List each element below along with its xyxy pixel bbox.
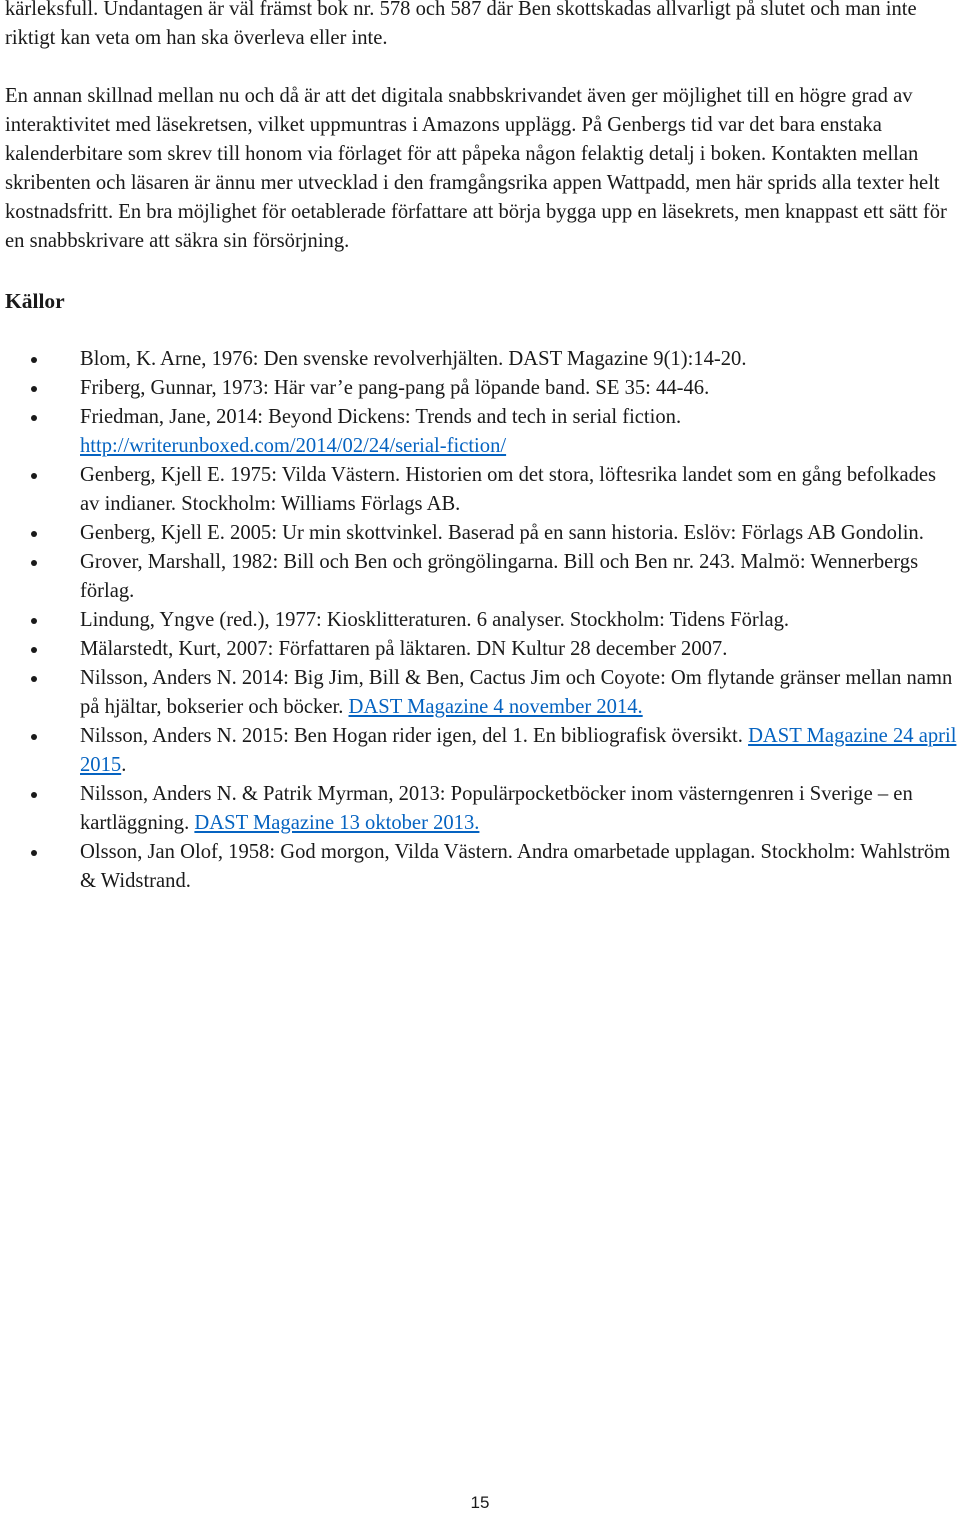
bullet-icon xyxy=(31,618,37,624)
bullet-icon xyxy=(31,676,37,682)
bullet-icon xyxy=(31,560,37,566)
bullet-icon xyxy=(31,647,37,653)
bullet-icon xyxy=(31,473,37,479)
reference-text: Friberg, Gunnar, 1973: Här var’e pang-pang på löpande band. SE 35: 44-46. xyxy=(80,377,710,399)
body-paragraph-2: En annan skillnad mellan nu och då är att det digitala snabbskrivandet även ger möjlighet till en högre grad av interaktivitet med läsekretsen, vilket uppmuntras i Amazons upplägg. På Genbergs tid var det bara enstaka kalenderbitare som skrev till honom via förlaget för att påpeka någon felaktig detalj i boken. Kontakten mellan skribenten och läsaren är ännu mer utvecklad i den framgångsrika appen Wattpadd, men här sprids alla texter helt kostnadsfritt. En bra möjlighet för oetablerade författare att börja bygga upp en läsekrets, men knappast ett sätt för en snabbskrivare att säkra sin försörjning. xyxy=(5,85,947,252)
bullet-icon xyxy=(31,792,37,798)
document-page xyxy=(5,0,957,896)
body-paragraph-1: kärleksfull. Undantagen är väl främst bok nr. 578 och 587 där Ben skottskadas allvarligt på slutet och man inte riktigt kan veta om han ska överleva eller inte. xyxy=(5,0,917,49)
reference-text: Nilsson, Anders N. 2015: Ben Hogan rider igen, del 1. En bibliografisk översikt. xyxy=(80,725,749,747)
reference-text: Genberg, Kjell E. 1975: Vilda Västern. Historien om det stora, löftesrika landet som en gång befolkades av indianer. Stockholm: Williams Förlags AB. xyxy=(80,464,937,515)
reference-text: Lindung, Yngve (red.), 1977: Kiosklitteraturen. 6 analyser. Stockholm: Tidens Förlag. xyxy=(80,609,790,631)
reference-item xyxy=(5,519,957,548)
reference-item xyxy=(5,606,957,635)
reference-item xyxy=(5,780,957,838)
reference-text: Genberg, Kjell E. 2005: Ur min skottvinkel. Baserad på en sann historia. Eslöv: Förlags AB Gondolin. xyxy=(80,522,924,544)
reference-text: Grover, Marshall, 1982: Bill och Ben och gröngölingarna. Bill och Ben nr. 243. Malmö: Wennerbergs förlag. xyxy=(80,551,919,602)
bullet-icon xyxy=(31,415,37,421)
reference-text: Blom, K. Arne, 1976: Den svenske revolverhjälten. DAST Magazine 9(1):14-20. xyxy=(80,348,747,370)
reference-item xyxy=(5,838,957,896)
reference-text: Nilsson, Anders N. & Patrik Myrman, 2013: Populärpocketböcker inom västerngenren i Sverige – en kartläggning. xyxy=(80,783,913,834)
bullet-icon xyxy=(31,531,37,537)
reference-trailing-text: . xyxy=(121,754,127,776)
reference-item xyxy=(5,374,957,403)
reference-item xyxy=(5,722,957,780)
bullet-icon xyxy=(31,386,37,392)
reference-link[interactable]: http://writerunboxed.com/2014/02/24/serial-fiction/ xyxy=(80,435,507,457)
reference-item xyxy=(5,548,957,606)
sources-heading: Källor xyxy=(5,289,65,313)
reference-item xyxy=(5,403,957,461)
reference-item xyxy=(5,461,957,519)
page-number: 15 xyxy=(470,1493,490,1512)
reference-link[interactable]: DAST Magazine 13 oktober 2013. xyxy=(194,812,480,834)
reference-item xyxy=(5,345,957,374)
bullet-icon xyxy=(31,357,37,363)
reference-text: Mälarstedt, Kurt, 2007: Författaren på läktaren. DN Kultur 28 december 2007. xyxy=(80,638,728,660)
reference-item xyxy=(5,664,957,722)
reference-link[interactable]: DAST Magazine 24 april 2015 xyxy=(80,725,957,776)
reference-list xyxy=(5,345,957,896)
reference-text: Olsson, Jan Olof, 1958: God morgon, Vilda Västern. Andra omarbetade upplagan. Stockholm: Wahlström & Widstrand. xyxy=(80,841,951,892)
bullet-icon xyxy=(31,850,37,856)
bullet-icon xyxy=(31,734,37,740)
reference-text: Friedman, Jane, 2014: Beyond Dickens: Trends and tech in serial fiction. xyxy=(80,406,682,428)
reference-text: Nilsson, Anders N. 2014: Big Jim, Bill & Ben, Cactus Jim och Coyote: Om flytande gränser mellan namn på hjältar, bokserier och böcker. xyxy=(80,667,953,718)
reference-item xyxy=(5,635,957,664)
reference-link[interactable]: DAST Magazine 4 november 2014. xyxy=(348,696,643,718)
